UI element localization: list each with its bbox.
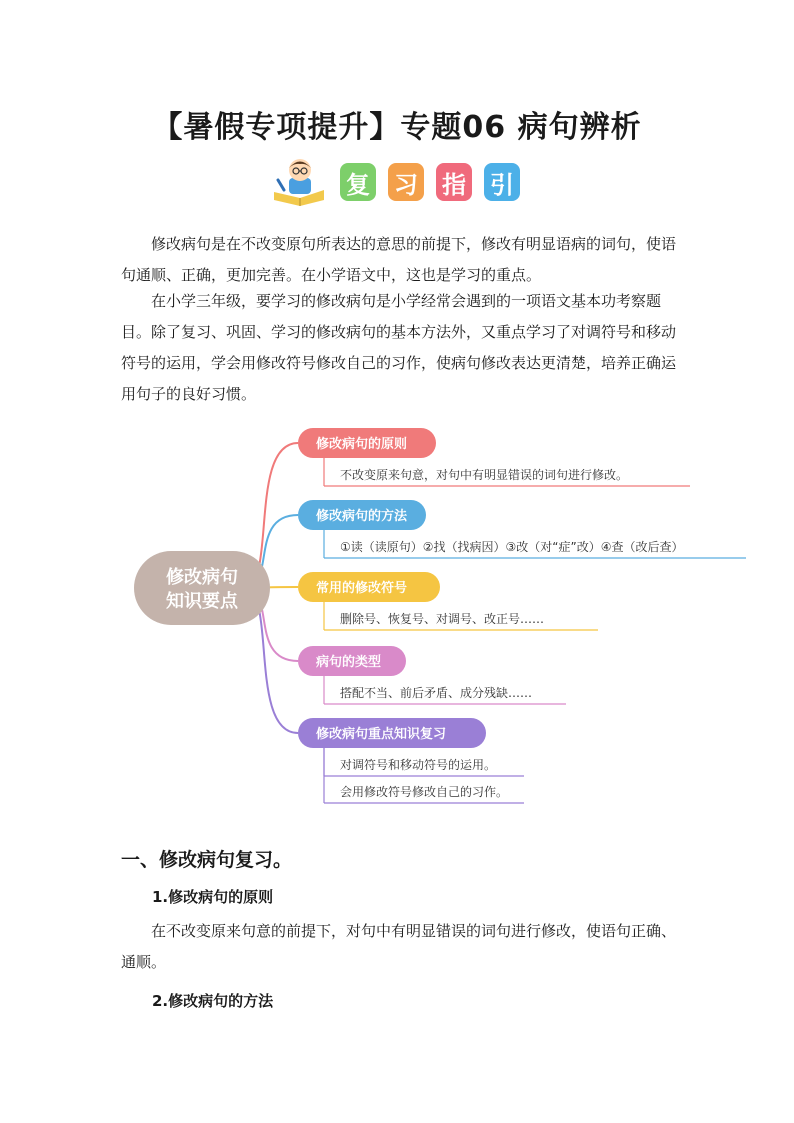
guide-badge-0: 复 — [340, 163, 376, 201]
branch-item-text: ①读（读原句）②找（找病因）③改（对“症”改）④查（改后查） — [340, 540, 684, 554]
subheading-method: 2.修改病句的方法 — [152, 992, 274, 1010]
intro-paragraph-2: 在小学三年级，要学习的修改病句是小学经常会遇到的一项语文基本功考察题目。除了复习、巩固、学习的修改病句的基本方法外，又重点学习了对调符号和移动符号的运用，学会用修改符号修改自己的习作，使病句修改表达更清楚，培养正确运用句子的良好习惯。 — [121, 292, 677, 403]
branch-item-text: 会用修改符号修改自己的习作。 — [340, 785, 509, 799]
branch-label: 常用的修改符号 — [316, 581, 408, 596]
center-node-label: 修改病句 — [166, 567, 238, 588]
section-heading: 一、修改病句复习。 — [121, 849, 293, 871]
branch-item-text: 对调符号和移动符号的运用。 — [340, 758, 497, 772]
guide-badge-3: 引 — [484, 163, 520, 201]
guide-badge-1: 习 — [388, 163, 424, 201]
branch-item-text: 删除号、恢复号、对调号、改正号…… — [340, 612, 545, 626]
student-reading-icon — [270, 156, 328, 208]
branch-item-text: 搭配不当、前后矛盾、成分残缺…… — [340, 686, 533, 700]
subheading-principle: 1.修改病句的原则 — [152, 888, 274, 906]
branch-label: 修改病句的原则 — [316, 437, 408, 452]
guide-badge-2: 指 — [436, 163, 472, 201]
branch-label: 修改病句重点知识复习 — [316, 727, 447, 742]
center-node-label: 知识要点 — [166, 591, 238, 612]
intro-paragraph-1: 修改病句是在不改变原句所表达的意思的前提下，修改有明显语病的词句，使语句通顺、正确，更加完善。在小学语文中，这也是学习的重点。 — [121, 235, 677, 284]
center-node — [134, 551, 270, 625]
branch-label: 修改病句的方法 — [316, 509, 408, 524]
page-title: 【暑假专项提升】专题06 病句辨析 — [152, 110, 642, 145]
principle-text: 在不改变原来句意的前提下，对句中有明显错误的词句进行修改，使语句正确、通顺。 — [121, 922, 677, 971]
branch-item-text: 不改变原来句意，对句中有明显错误的词句进行修改。 — [340, 468, 629, 482]
branch-label: 病句的类型 — [316, 655, 382, 670]
review-guide-banner — [270, 156, 520, 208]
knowledge-mindmap — [0, 415, 794, 815]
